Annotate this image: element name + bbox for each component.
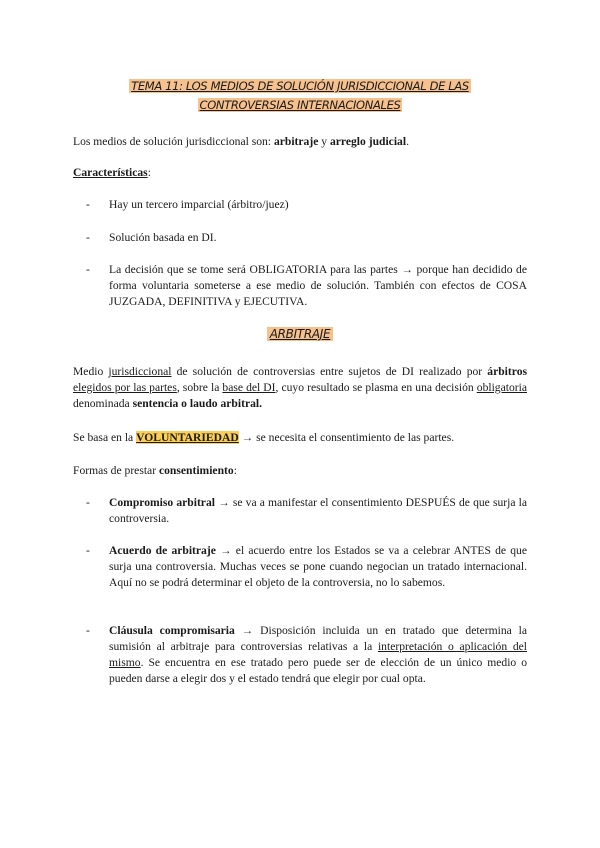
formas-paragraph: Formas de prestar consentimiento:	[73, 464, 237, 477]
caracteristicas-heading: Características:	[73, 166, 151, 179]
term-arbitraje: arbitraje	[273, 135, 319, 148]
list-item: - La decisión que se tome será OBLIGATORIA para las partes → porque han decidido de forma voluntaria someterse a ese medio de solución. También con efectos de COSA JUZGADA, DEFINITIVA y EJECUTIVA.	[86, 263, 527, 308]
title-line-2: CONTROVERSIAS INTERNACIONALES	[199, 97, 401, 112]
dash-bullet: -	[86, 263, 90, 276]
dash-bullet: -	[86, 496, 90, 509]
dash-bullet: -	[86, 198, 90, 211]
list-item: - Hay un tercero imparcial (árbitro/juez)	[86, 198, 289, 211]
list-item: - Acuerdo de arbitraje → el acuerdo entre los Estados se va a celebrar ANTES de que surja una controversia. Muchas veces se pone cuando negocian un tratado internacional. Aquí no se podrá determinar el objeto de la controversia, no lo sabemos.	[86, 544, 527, 589]
dash-bullet: -	[86, 544, 90, 557]
arbitraje-definition: Medio jurisdiccional de solución de controversias entre sujetos de DI realizado por árbitros elegidos por las partes, sobre la base del DI, cuyo resultado se plasma en una decisión obligatoria denominada sentencia o laudo arbitral.	[73, 365, 527, 410]
list-item: - Cláusula compromisaria → Disposición incluida un en tratado que determina la sumisión al arbitraje para controversias relativas a la interpretación o aplicación del mismo. Se encuentra en ese tratado pero puede ser de elección de un único medio o pueden darse a elegir dos y el estado tendrá que elegir por cual opta.	[86, 624, 528, 685]
document-title	[0, 77, 600, 114]
title-line-1: TEMA 11: LOS MEDIOS DE SOLUCIÓN JURISDICCIONAL DE LAS	[131, 79, 469, 93]
voluntariedad-paragraph: Se basa en la VOLUNTARIEDAD → se necesita el consentimiento de las partes.	[73, 431, 455, 444]
intro-paragraph: Los medios de solución jurisdiccional son: arbitraje y arreglo judicial.	[73, 135, 409, 148]
voluntariedad-highlight: VOLUNTARIEDAD	[136, 431, 239, 444]
dash-bullet: -	[86, 231, 90, 244]
list-item: - Solución basada en DI.	[86, 231, 217, 244]
arbitraje-heading: ARBITRAJE	[0, 326, 600, 343]
dash-bullet: -	[86, 624, 90, 637]
list-item: - Compromiso arbitral → se va a manifestar el consentimiento DESPUÉS de que surja la controversia.	[86, 496, 528, 525]
term-arreglo-judicial: arreglo judicial	[329, 135, 407, 148]
